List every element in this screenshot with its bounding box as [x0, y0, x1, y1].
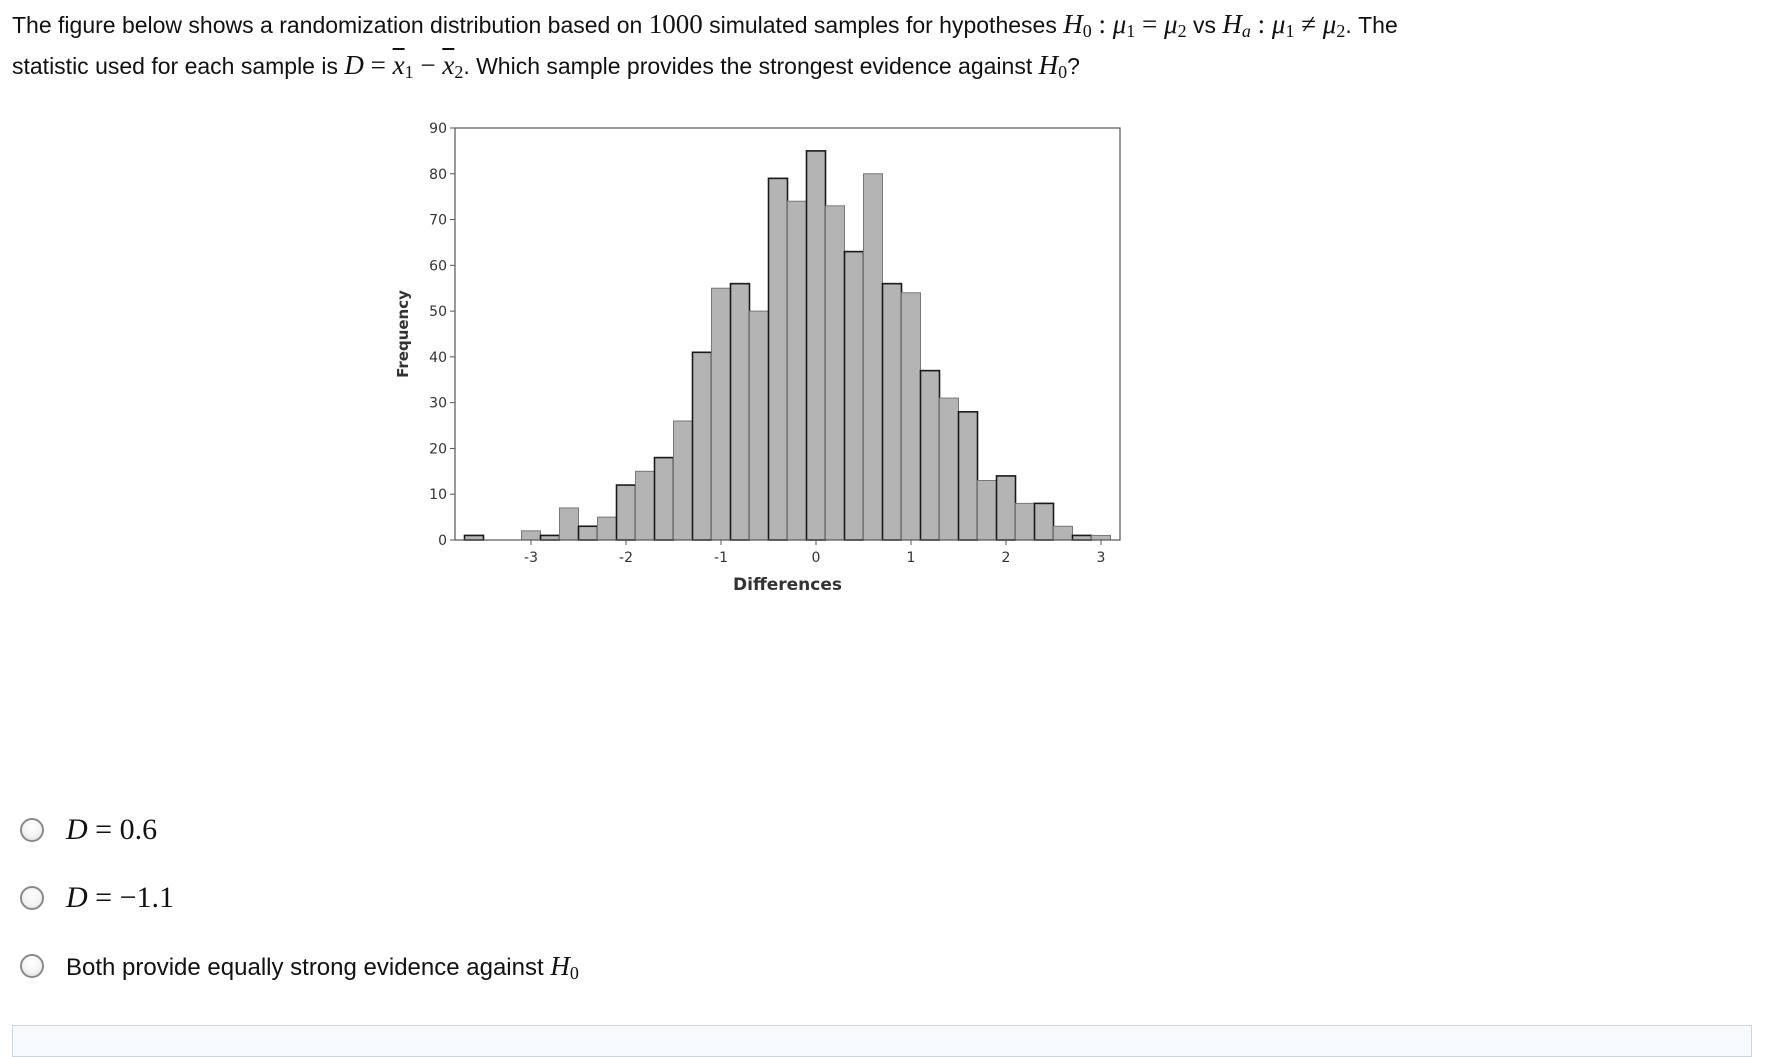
histogram-bar	[522, 531, 541, 540]
question-part: simulated samples for hypotheses	[702, 12, 1064, 38]
x-tick-label: -3	[524, 550, 538, 566]
question-text	[12, 4, 1752, 86]
histogram-bar	[1016, 503, 1035, 540]
histogram-bar	[769, 178, 788, 540]
null-hypothesis-ref: $H_0$	[1038, 50, 1068, 82]
histogram-bar	[940, 398, 959, 540]
histogram-bar	[959, 412, 978, 540]
option-variable: D	[66, 813, 88, 846]
x-tick-label: -1	[714, 550, 728, 566]
option-value: = −1.1	[87, 881, 175, 914]
histogram-bar	[1073, 535, 1092, 540]
histogram-bar	[579, 526, 598, 540]
histogram-bar	[541, 535, 560, 540]
answer-options	[20, 796, 579, 1000]
null-hypothesis-ref: $H_0$	[550, 950, 579, 983]
statistic-formula: $D = \overline{x}_1 - \overline{x}_2$	[344, 50, 464, 82]
histogram-bar	[921, 371, 940, 540]
histogram-bar	[845, 252, 864, 540]
histogram-bar	[1054, 526, 1073, 540]
option-label	[66, 881, 174, 915]
option-d-0-6[interactable]	[20, 796, 579, 864]
histogram-bar	[617, 485, 636, 540]
histogram-bar	[731, 284, 750, 540]
histogram-bar	[655, 458, 674, 540]
histogram-chart	[394, 121, 1310, 688]
histogram-bar	[712, 288, 731, 540]
x-tick-label: -2	[619, 550, 633, 566]
answer-box	[12, 1025, 1752, 1057]
x-tick-label: 2	[1001, 550, 1011, 566]
question-part: vs	[1186, 12, 1223, 38]
histogram-bar	[674, 421, 693, 540]
option-text: Both provide equally strong evidence against	[66, 953, 551, 981]
question-part: . Which sample provides the strongest evidence against	[463, 53, 1039, 79]
histogram-bar	[693, 352, 712, 540]
x-tick-label: 0	[811, 550, 821, 566]
alt-hypothesis: $H_a$ : $\mu_1 \ne \mu_2$	[1222, 9, 1346, 41]
histogram-bar	[1092, 535, 1111, 540]
radio-button[interactable]	[20, 818, 44, 842]
option-d-neg-1-1[interactable]	[20, 864, 579, 932]
histogram-bar	[902, 293, 921, 540]
sample-count: 1000	[648, 9, 703, 39]
question-part: . The	[1345, 12, 1398, 38]
histogram-bar	[560, 508, 579, 540]
histogram-bar	[465, 535, 484, 540]
histogram-bar	[598, 517, 617, 540]
x-tick-label: 1	[906, 550, 916, 566]
option-variable: D	[66, 881, 88, 914]
y-tick-label: 10	[429, 487, 447, 504]
x-tick-label: 3	[1096, 550, 1106, 566]
question-line-2	[12, 45, 1752, 86]
y-tick-label: 50	[429, 304, 447, 321]
question-part: The figure below shows a randomization distribution based on	[12, 12, 649, 38]
question-part: ?	[1067, 53, 1080, 79]
x-axis-title: Differences	[733, 575, 842, 595]
y-tick-label: 70	[429, 212, 447, 229]
option-both-equal[interactable]	[20, 932, 579, 1000]
y-tick-label: 0	[438, 533, 447, 549]
y-axis-title: Frequency	[394, 290, 412, 378]
y-tick-label: 60	[429, 258, 447, 275]
histogram-bar	[750, 311, 769, 540]
histogram-bar	[807, 151, 826, 540]
option-value: = 0.6	[87, 813, 158, 846]
y-tick-label: 40	[429, 349, 447, 366]
histogram-bar	[883, 284, 902, 540]
histogram-bar	[997, 476, 1016, 540]
histogram-bar	[978, 480, 997, 540]
radio-button[interactable]	[20, 886, 44, 910]
option-label	[66, 951, 579, 982]
histogram-bar	[1035, 503, 1054, 540]
radio-button[interactable]	[20, 954, 44, 978]
y-tick-label: 80	[429, 166, 447, 183]
y-tick-label: 30	[429, 395, 447, 412]
histogram-bar	[864, 174, 883, 540]
bars-layer	[465, 151, 1111, 540]
y-tick-label: 90	[429, 121, 447, 137]
histogram-bar	[636, 471, 655, 540]
null-hypothesis: $H_0$ : $\mu_1 = \mu_2$	[1063, 9, 1187, 41]
option-label	[66, 813, 157, 847]
y-tick-label: 20	[429, 441, 447, 458]
histogram-bar	[788, 201, 807, 540]
question-part: statistic used for each sample is	[12, 53, 345, 79]
histogram-bar	[826, 206, 845, 540]
question-line-1	[12, 4, 1752, 45]
